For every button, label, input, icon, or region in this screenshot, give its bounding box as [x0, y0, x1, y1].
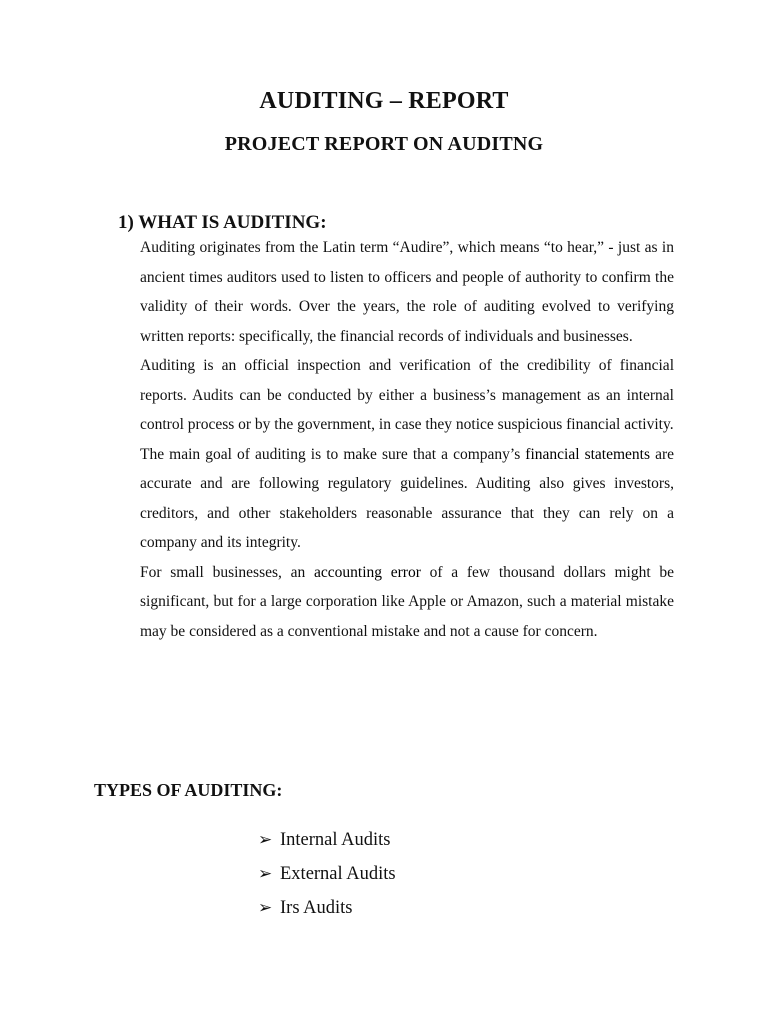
paragraph-text: are accurate and are following regulatory guidelines. Auditing also gives investors, creditors, and other stakeholders reasonable assurance that they can rely on a company and its integrity.: [140, 445, 674, 551]
paragraph: [140, 558, 674, 647]
section-body: [140, 233, 674, 646]
list-item-label: Irs Audits: [280, 898, 353, 918]
arrow-right-icon: ➢: [258, 864, 273, 884]
list-item-label: External Audits: [280, 864, 396, 884]
types-of-auditing-heading: TYPES OF AUDITING:: [94, 780, 283, 800]
list-item: [258, 857, 396, 891]
paragraph: [140, 440, 674, 558]
paragraph: Auditing originates from the Latin term “Audire”, which means “to hear,” - just as in ancient times auditors used to listen to officers and people of authority to confirm the validity of their words. Over the years, the role of auditing evolved to verifying written reports: specifically, the financial records of individuals and businesses.: [140, 239, 674, 345]
accounting-error-link[interactable]: accounting error: [314, 563, 421, 581]
list-item-label: Internal Audits: [280, 830, 391, 850]
document-subtitle: PROJECT REPORT ON AUDITNG: [224, 133, 544, 155]
financial-statements-link[interactable]: financial statements: [525, 445, 651, 463]
paragraph: Auditing is an official inspection and verification of the credibility of financial reports. Audits can be conducted by either a business’s management as an internal control process or by the government, in case they notice suspicious financial activity.: [140, 357, 674, 433]
paragraph-text: The main goal of auditing is to make sure that a company’s: [140, 445, 526, 463]
types-of-auditing-list: [258, 823, 396, 925]
paragraph-text: of a few thousand dollars might be significant, but for a large corporation like Apple or Amazon, such a material mistake may be considered as a conventional mistake and not a cause for concern.: [140, 563, 675, 640]
list-item: [258, 823, 396, 857]
paragraph-text: For small businesses, an: [140, 563, 315, 581]
section-heading-what-is-auditing: 1) WHAT IS AUDITING:: [118, 212, 327, 233]
arrow-right-icon: ➢: [258, 830, 273, 850]
document-title: AUDITING – REPORT: [259, 88, 509, 114]
arrow-right-icon: ➢: [258, 898, 273, 918]
list-item: [258, 891, 396, 925]
